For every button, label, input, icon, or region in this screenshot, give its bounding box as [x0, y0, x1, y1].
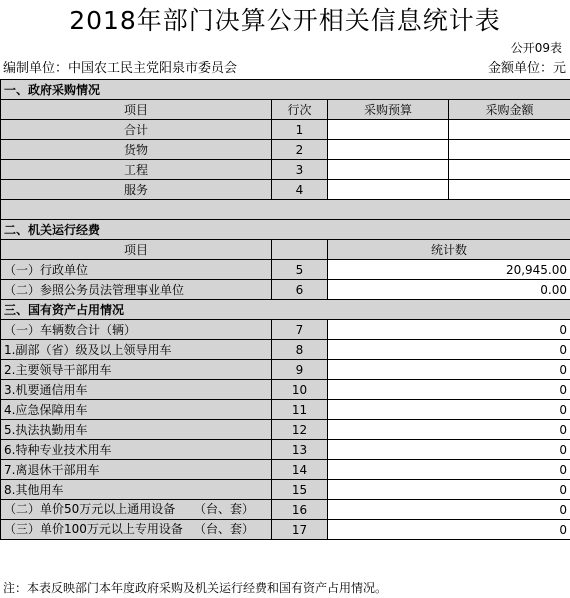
amount-cell [449, 180, 570, 200]
row-label: 2.主要领导干部用车 [1, 360, 272, 380]
table-row [1, 280, 570, 300]
stat-cell: 0 [328, 440, 570, 460]
row-number: 4 [272, 180, 328, 200]
row-number: 6 [272, 280, 328, 300]
row-number: 11 [272, 400, 328, 420]
form-code: 公开09表 [510, 41, 562, 55]
row-label: 8.其他用车 [1, 480, 272, 500]
row-number: 9 [272, 360, 328, 380]
row-number: 16 [272, 500, 328, 520]
row-number: 8 [272, 340, 328, 360]
table-row [1, 520, 570, 540]
row-number: 10 [272, 380, 328, 400]
row-number: 12 [272, 420, 328, 440]
spacer-row [1, 200, 570, 220]
row-label: 4.应急保障用车 [1, 400, 272, 420]
stat-cell: 0 [328, 520, 570, 540]
col-item-header: 项目 [1, 240, 272, 260]
amount-cell [449, 140, 570, 160]
amount-cell [449, 160, 570, 180]
row-number: 2 [272, 140, 328, 160]
row-label: 工程 [1, 160, 272, 180]
row-label: 7.离退休干部用车 [1, 460, 272, 480]
budget-cell [328, 160, 449, 180]
col-amount-header: 采购金额 [449, 100, 570, 120]
row-label: （二）参照公务员法管理事业单位 [1, 280, 272, 300]
section1-heading: 一、政府采购情况 [1, 80, 570, 100]
equip-unit: （台、套） [193, 522, 254, 536]
stat-cell: 0 [328, 480, 570, 500]
table-row [1, 160, 570, 180]
table-row [1, 420, 570, 440]
stat-cell: 0 [328, 360, 570, 380]
table-row [1, 400, 570, 420]
statistics-table [0, 79, 570, 540]
table-row [1, 120, 570, 140]
col-stat-header: 统计数 [328, 240, 570, 260]
section2-heading-row [1, 220, 570, 240]
section1-heading-row [1, 80, 570, 100]
budget-cell [328, 180, 449, 200]
spacer-cell [1, 200, 570, 220]
stat-cell: 0 [328, 500, 570, 520]
stat-cell: 0 [328, 420, 570, 440]
row-label: 1.副部（省）级及以上领导用车 [1, 340, 272, 360]
row-label: 货物 [1, 140, 272, 160]
stat-cell: 0 [328, 460, 570, 480]
row-label: （一）车辆数合计（辆） [1, 320, 272, 340]
row-label: 6.特种专业技术用车 [1, 440, 272, 460]
page-title: 2018年部门决算公开相关信息统计表 [69, 6, 501, 35]
currency-unit: 金额单位：元 [487, 61, 566, 76]
row-number: 15 [272, 480, 328, 500]
col-row-header-empty [272, 240, 328, 260]
section1-header-row [1, 100, 570, 120]
row-number: 5 [272, 260, 328, 280]
row-number: 3 [272, 160, 328, 180]
table-row [1, 360, 570, 380]
row-number: 14 [272, 460, 328, 480]
row-label [1, 520, 272, 540]
budget-cell [328, 140, 449, 160]
row-label: 合计 [1, 120, 272, 140]
row-number: 13 [272, 440, 328, 460]
table-row [1, 460, 570, 480]
unit-row [0, 60, 570, 78]
table-row [1, 140, 570, 160]
table-row [1, 320, 570, 340]
row-number: 7 [272, 320, 328, 340]
row-number: 17 [272, 520, 328, 540]
stat-cell: 0 [328, 320, 570, 340]
equip-label: （二）单价50万元以上通用设备 [4, 502, 176, 516]
footnote: 注：本表反映部门本年度政府采购及机关运行经费和国有资产占用情况。 [3, 581, 388, 595]
row-number: 1 [272, 120, 328, 140]
stat-cell: 0 [328, 380, 570, 400]
amount-cell [449, 120, 570, 140]
row-label: 5.执法执勤用车 [1, 420, 272, 440]
reporting-unit: 编制单位：中国农工民主党阳泉市委员会 [3, 61, 238, 76]
section2-header-row [1, 240, 570, 260]
table-row [1, 480, 570, 500]
stat-cell: 20,945.00 [328, 260, 570, 280]
budget-cell [328, 120, 449, 140]
equip-unit: （台、套） [193, 502, 254, 516]
section3-heading-row [1, 300, 570, 320]
row-label: 3.机要通信用车 [1, 380, 272, 400]
equip-label: （三）单价100万元以上专用设备 [4, 522, 183, 536]
table-row [1, 500, 570, 520]
stat-cell: 0.00 [328, 280, 570, 300]
row-label: 服务 [1, 180, 272, 200]
row-label [1, 500, 272, 520]
table-row [1, 380, 570, 400]
col-row-header: 行次 [272, 100, 328, 120]
table-row [1, 340, 570, 360]
row-label: （一）行政单位 [1, 260, 272, 280]
table-row [1, 180, 570, 200]
table-row [1, 440, 570, 460]
stat-cell: 0 [328, 400, 570, 420]
section3-heading: 三、国有资产占用情况 [1, 300, 570, 320]
col-item-header: 项目 [1, 100, 272, 120]
col-budget-header: 采购预算 [328, 100, 449, 120]
stat-cell: 0 [328, 340, 570, 360]
table-row [1, 260, 570, 280]
section2-heading: 二、机关运行经费 [1, 220, 570, 240]
